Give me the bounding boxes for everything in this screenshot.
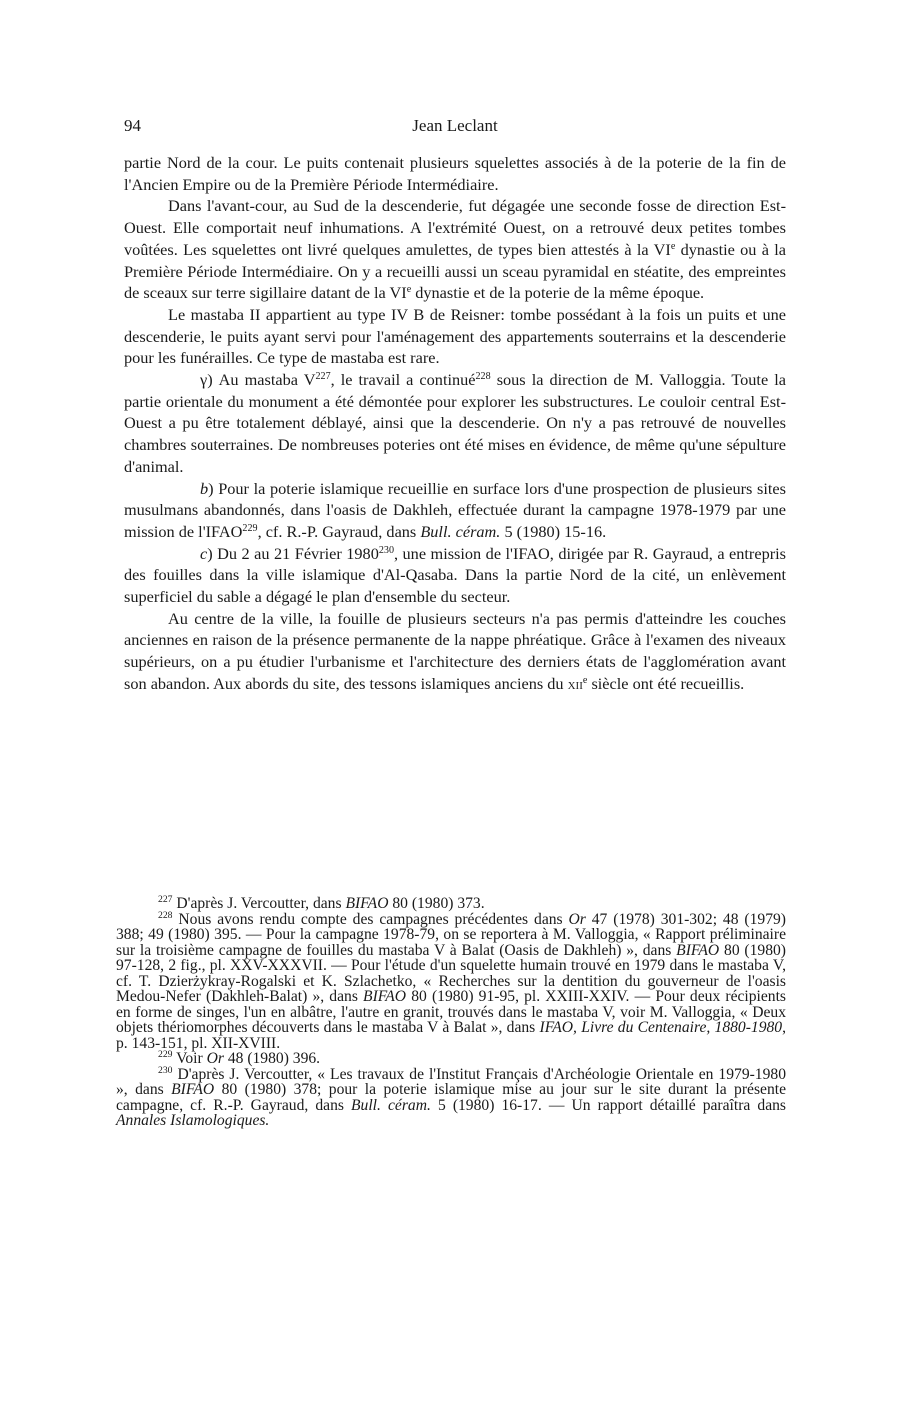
superscript: e bbox=[406, 284, 412, 296]
superscript: e bbox=[582, 674, 588, 686]
footnote-ref-229: 229 bbox=[242, 522, 258, 534]
item-label-c: c bbox=[200, 543, 208, 563]
footnote-ref-227: 227 bbox=[315, 370, 331, 382]
superscript: e bbox=[670, 240, 676, 252]
footnote-ref-228: 228 bbox=[475, 370, 491, 382]
page-number: 94 bbox=[124, 116, 141, 135]
footnote-number: 227 bbox=[158, 894, 173, 906]
footnote-228: $^{228}$ Nous avons rendu compte des campagnes précédentes dans Or 47 (1978) 301-302; 48 (1979) 388; 49 (1980) 395. — Pour la campagne 1978-79, on se reportera à M. Valloggia, « Rapport préliminaire sur la troisième campagne de fouilles du mastaba V à Balat (Oasis de Dakhleh) », dans BIFAO 80 (1980) 97-128, 2 fig., pl. XXV-XXXVII. — Pour l'étude d'un squelette humain trouvé en 1979 dans le mastaba V, cf. T. Dzierżykray-Rogalski et K. Szlachetko, « Recherches sur la dentition du gouverneur de l'oasis Medou-Nefer (Dakhleh-Balat) », dans BIFAO 80 (1980) 91-95, pl. XXIII-XXIV. — Pour deux récipients en forme de singes, l'un en albâtre, l'autre en granit, trouvés dans le mastaba V, voir M. Valloggia, « Deux objets thériomorphes découverts dans le mastaba V à Balat », dans IFAO, Livre du Centenaire, 1880-1980, p. 143-151, pl. XII-XVIII. bbox=[116, 909, 787, 1052]
paragraph-6: c) Du 2 au 21 Février 1980$^{230}$, une mission de l'IFAO, dirigée par R. Gayraud, a entrepris des fouilles dans la ville islamique d'Al-Qasaba. Dans la partie Nord de la cité, un enlèvement superficiel du sable a dégagé le plan d'ensemble du secteur. bbox=[124, 543, 787, 607]
running-head: Jean Leclant bbox=[412, 116, 498, 135]
paragraph-3: Le mastaba II appartient au type IV B de Reisner: tombe possédant à la fois un puits et une descenderie, le puits ayant servi pour l'aménagement des appartements souterrains et la descenderie pour les funérailles. Ce type de mastaba est rare. bbox=[124, 304, 786, 368]
footnote-number: 228 bbox=[158, 909, 173, 921]
paragraph-4: γ) Au mastaba $V^{227}$, le travail a continué$^{228}$ sous la direction de M. Valloggia. Toute la partie orientale du monument a été démontée pour explorer les substructures. Le couloir central Est-Ouest a pu être totalement déblayé, ainsi que la descenderie. On n'y a pas retrouvé de nouvelles chambres souterraines. De nombreuses poteries ont été mises en évidence, de même qu'une sépulture d'animal. bbox=[124, 370, 786, 476]
footnote-227: $^{227}$ D'après J. Vercoutter, dans BIFAO 80 (1980) 373. bbox=[158, 894, 485, 912]
paragraph-5: b) Pour la poterie islamique recueillie en surface lors d'une prospection de plusieurs sites musulmans abandonnés, dans l'oasis de Dakhleh, effectuée durant la campagne 1978-1979 par une mission de l'IFAO$^{229}$, cf. R.-P. Gayraud, dans Bull. céram. 5 (1980) 15-16. bbox=[124, 478, 786, 541]
paragraph-7: Au centre de la ville, la fouille de plusieurs secteurs n'a pas permis d'atteindre les couches anciennes en raison de la présence permanente de la nappe phréatique. Grâce à l'examen des niveaux supérieurs, on a pu étudier l'urbanisme et l'architecture des derniers états de l'agglomération avant son abandon. Aux abords du site, des tessons islamiques anciens du xii$^e$ siècle ont été recueillis. bbox=[124, 608, 786, 693]
page-header bbox=[124, 116, 786, 138]
century-numeral: xii bbox=[567, 673, 583, 693]
footnote-ref-230: 230 bbox=[378, 544, 394, 556]
paragraph-2: Dans l'avant-cour, au Sud de la descenderie, fut dégagée une seconde fosse de direction Est-Ouest. Elle comportait neuf inhumations. A l'extrémité Ouest, on a retrouvé deux petites tombes voûtées. Les squelettes ont livré quelques amulettes, de types bien attestés à la VIe dynastie ou à la Première Période Intermédiaire. On y a recueilli aussi un sceau pyramidal en stéatite, des empreintes de sceaux sur terre sigillaire datant de la VIe dynastie et de la poterie de la même époque. bbox=[124, 196, 787, 303]
footnote-number: 229 bbox=[158, 1049, 173, 1061]
footnote-230: $^{230}$ D'après J. Vercoutter, « Les travaux de l'Institut Français d'Archéologie Orientale en 1979-1980 », dans BIFAO 80 (1980) 378; pour la poterie islamique mise au jour sur le site durant la présente campagne, cf. R.-P. Gayraud, dans Bull. céram. 5 (1980) 16-17. — Un rapport détaillé paraîtra dans Annales Islamologiques. bbox=[116, 1064, 786, 1129]
item-label-b: b bbox=[200, 478, 209, 498]
footnotes bbox=[116, 896, 786, 1129]
body-text bbox=[124, 152, 786, 695]
footnote-229: $^{229}$ Voir Or 48 (1980) 396. bbox=[158, 1049, 321, 1067]
footnote-number: 230 bbox=[158, 1064, 173, 1076]
paragraph-1: partie Nord de la cour. Le puits contenait plusieurs squelettes associés à de la poterie de la fin de l'Ancien Empire ou de la Première Période Intermédiaire. bbox=[124, 153, 786, 194]
